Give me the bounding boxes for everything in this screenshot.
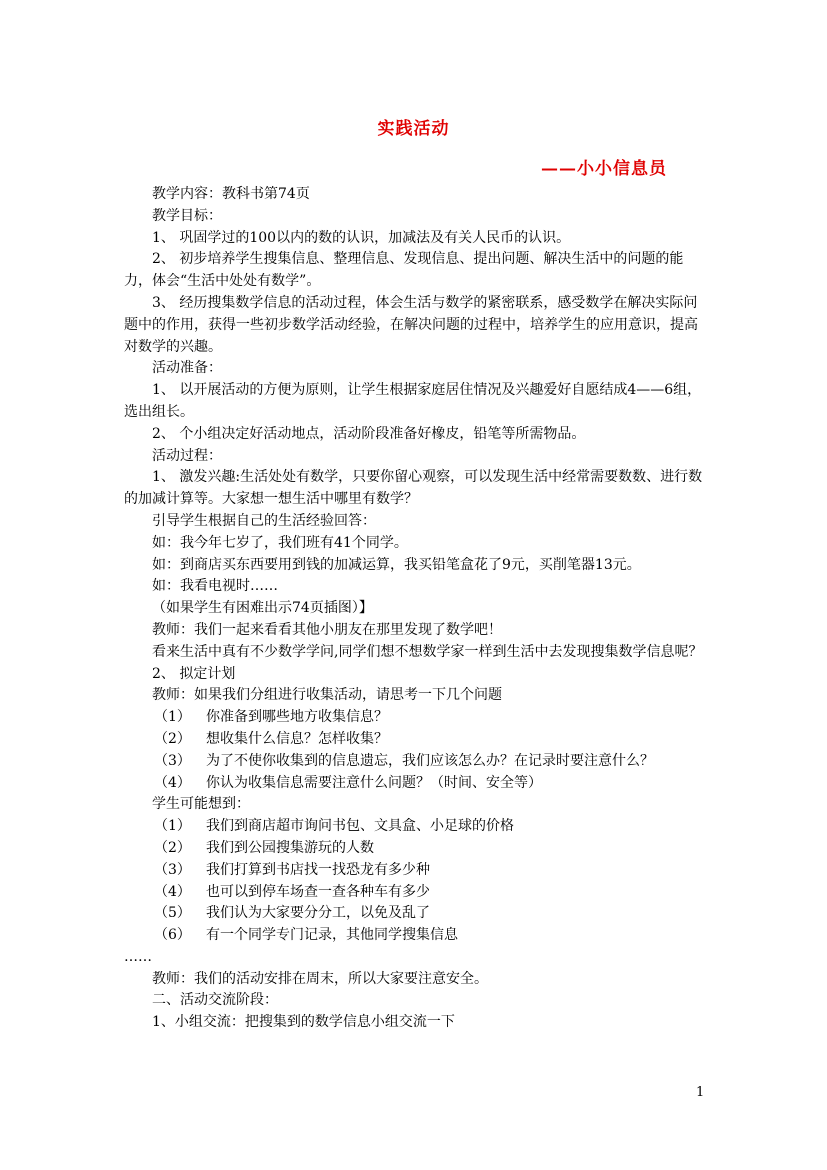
- paragraph: 2、 初步培养学生搜集信息、整理信息、发现信息、提出问题、解决生活中的问题的能力，体会“生活中处处有数学”。: [124, 251, 684, 290]
- list-item: [124, 860, 704, 882]
- paragraph: （如果学生有困难出示74页插图）】: [152, 600, 373, 617]
- paragraph: 1、 以开展活动的方便为原则，让学生根据家庭居住情况及兴趣爱好自愿结成4——6组，选出组长。: [124, 382, 702, 420]
- list-item-number: （3）: [154, 861, 191, 878]
- list-item: [124, 838, 704, 860]
- list-item: [124, 773, 704, 795]
- paragraph: 3、 经历搜集数学信息的活动过程，体会生活与数学的紧密联系，感受数学在解决实际问题中的作用，获得一些初步数学活动经验，在解决问题的过程中，培养学生的应用意识，提高对数学的兴趣。: [124, 294, 698, 355]
- list-item-text: 为了不使你收集到的信息遗忘，我们应该怎么办？在记录时要注意什么？: [206, 752, 654, 769]
- list-item: [124, 816, 704, 838]
- paragraph: 1、小组交流：把搜集到的数学信息小组交流一下: [152, 1014, 455, 1031]
- list-item-text: 我们到公园搜集游玩的人数: [206, 839, 374, 856]
- list-item-number: （3）: [154, 752, 191, 769]
- paragraph: 2、 个小组决定好活动地点，活动阶段准备好橡皮，铅笔等所需物品。: [152, 425, 586, 442]
- list-item-number: （4）: [154, 774, 191, 791]
- paragraph: 活动准备：: [152, 360, 222, 377]
- list-item-text: 我们到商店超市询问书包、文具盒、小足球的价格: [206, 818, 514, 835]
- paragraph: 如：我今年七岁了，我们班有41个同学。: [152, 534, 408, 551]
- list-item: [124, 882, 704, 904]
- list-item-text: 有一个同学专门记录，其他同学搜集信息: [206, 927, 458, 944]
- paragraph: 1、 巩固学过的100以内的数的认识，加减法及有关人民币的认识。: [152, 229, 571, 246]
- paragraph: 教师：我们的活动安排在周末，所以大家要注意安全。: [152, 970, 488, 987]
- list-item: [124, 925, 704, 947]
- list-item-number: （4）: [154, 883, 191, 900]
- paragraph: 看来生活中真有不少数学学问,同学们想不想数学家一样到生活中去发现搜集数学信息呢？: [152, 643, 703, 660]
- list-item-number: （2）: [154, 839, 191, 856]
- list-item-text: 你认为收集信息需要注意什么问题？（时间、安全等）: [206, 774, 542, 791]
- list-item: [124, 707, 704, 729]
- paragraph: 2、 拟定计划: [152, 665, 236, 682]
- paragraph: 教师：我们一起来看看其他小朋友在那里发现了数学吧！: [152, 621, 502, 638]
- paragraph: 教学目标：: [152, 207, 222, 224]
- list-item-text: 也可以到停车场查一查各种车有多少: [206, 883, 430, 900]
- paragraph: 1、 激发兴趣:生活处处有数学，只要你留心观察，可以发现生活中经常需要数数、进行数的加减计算等。大家想一想生活中哪里有数学？: [124, 469, 703, 508]
- list-item: [124, 751, 704, 773]
- paragraph: 如：我看电视时……: [152, 578, 278, 595]
- paragraph: 教师：如果我们分组进行收集活动，请思考一下几个问题: [152, 687, 502, 704]
- list-item-number: （2）: [154, 730, 191, 747]
- list-item-text: 我们认为大家要分分工，以免及乱了: [206, 905, 430, 922]
- list-item-text: 我们打算到书店找一找恐龙有多少种: [206, 861, 430, 878]
- list-item-text: 想收集什么信息？怎样收集？: [206, 730, 388, 747]
- document-subtitle: ——小小信息员: [541, 159, 667, 179]
- paragraph: 二、活动交流阶段：: [152, 992, 278, 1009]
- document-body: [124, 184, 704, 1034]
- paragraph: 如：到商店买东西要用到钱的加减运算，我买铅笔盒花了9元，买削笔器13元。: [152, 556, 641, 573]
- paragraph: 学生可能想到：: [152, 796, 250, 813]
- paragraph: 教学内容：教科书第74页: [152, 186, 310, 202]
- list-item-text: 你准备到哪些地方收集信息？: [206, 709, 388, 726]
- list-item: [124, 729, 704, 751]
- list-item-number: （6）: [154, 927, 191, 944]
- list-item-number: （1）: [154, 709, 191, 726]
- page-number: 1: [696, 1085, 705, 1100]
- document-title: 实践活动: [377, 119, 450, 139]
- paragraph: 活动过程：: [152, 447, 222, 464]
- list-item-number: （1）: [154, 818, 191, 835]
- list-item: [124, 903, 704, 925]
- list-item-number: （5）: [154, 905, 191, 922]
- paragraph: 引导学生根据自己的生活经验回答：: [152, 512, 376, 529]
- ellipsis: ……: [124, 948, 152, 965]
